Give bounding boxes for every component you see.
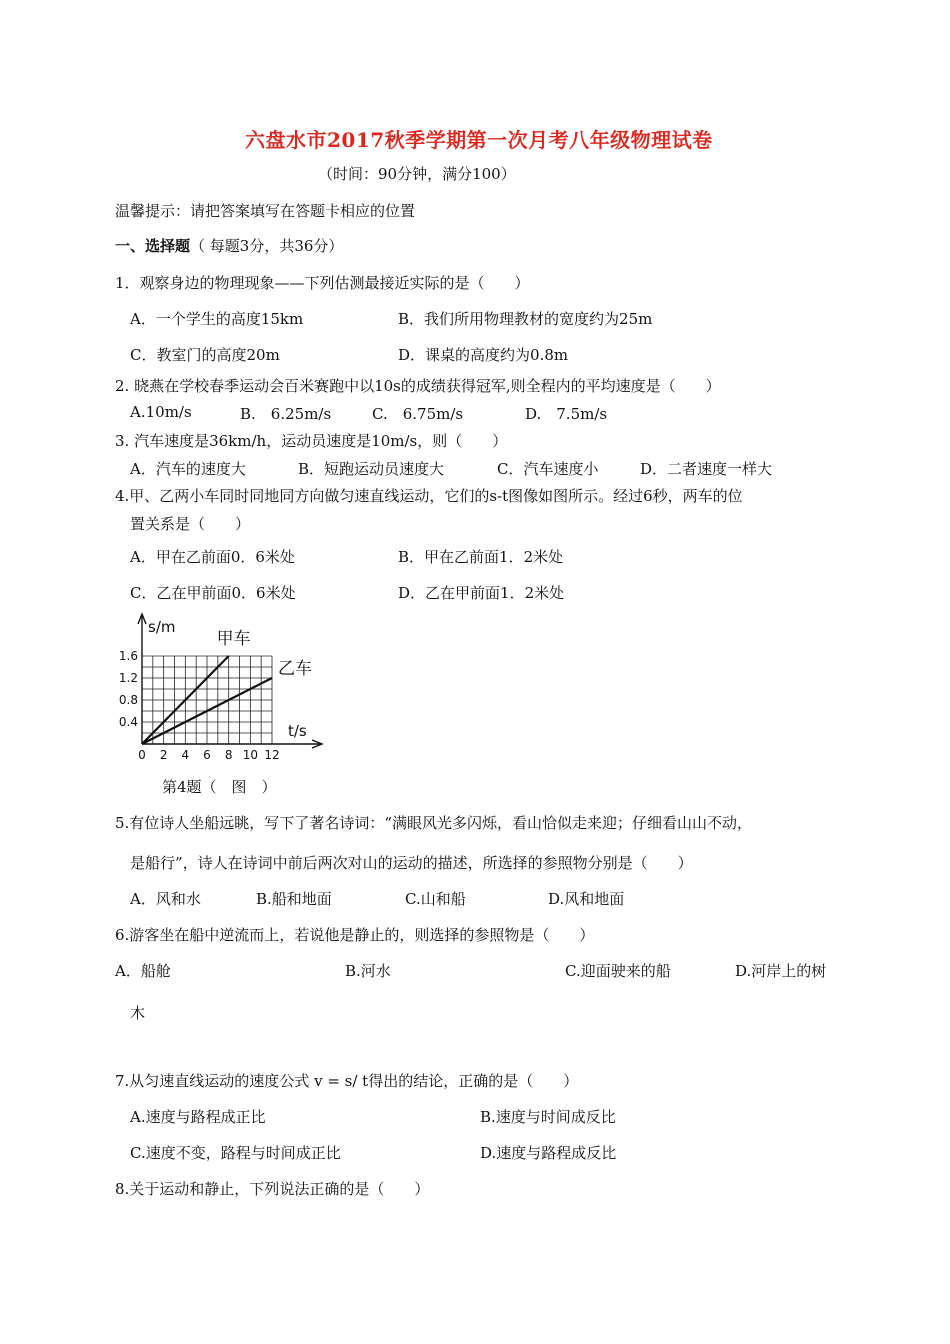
q6-option-b: B.河水 — [345, 962, 391, 980]
st-graph — [108, 610, 338, 768]
section-heading — [115, 235, 343, 256]
q6-option-a: A．船舱 — [115, 962, 171, 980]
q3-option-a: A．汽车的速度大 — [130, 460, 246, 478]
x-tick-label: 10 — [242, 748, 258, 762]
question-5-stem-cont: 是船行”，诗人在诗词中前后两次对山的运动的描述，所选择的参照物分别是（ ） — [130, 854, 693, 872]
question-5-stem: 5.有位诗人坐船远眺，写下了著名诗词：“满眼风光多闪烁，看山恰似走来迎；仔细看山山不动， — [115, 814, 752, 832]
x-tick-label: 8 — [224, 748, 233, 762]
q7-option-c: C.速度不变，路程与时间成正比 — [130, 1144, 341, 1162]
q7-option-a: A.速度与路程成正比 — [130, 1108, 266, 1126]
x-tick-label: 0 — [138, 748, 146, 762]
question-3-stem: 3. 汽车速度是36km/h，运动员速度是10m/s，则（ ） — [115, 432, 508, 450]
q4-option-d: D．乙在甲前面1．2米处 — [398, 584, 565, 602]
q2-option-a: A.10m/s — [130, 403, 192, 421]
page-title: 六盘水市2017秋季学期第一次月考八年级物理试卷 — [245, 128, 713, 152]
q6-option-d-wrap: 木 — [130, 1004, 146, 1022]
q6-option-c: C.迎面驶来的船 — [565, 962, 671, 980]
q5-option-b: B.船和地面 — [256, 890, 332, 908]
q1-option-b: B．我们所用物理教材的宽度约为25m — [398, 310, 653, 328]
tip-text: 温馨提示：请把答案填写在答题卡相应的位置 — [115, 202, 416, 220]
q2-option-b: B. 6.25m/s — [240, 405, 332, 423]
q5-option-d: D.风和地面 — [548, 890, 625, 908]
series-name-label: 甲车 — [216, 629, 251, 649]
x-tick-label: 6 — [203, 748, 211, 762]
q7-option-d: D.速度与路程成反比 — [480, 1144, 617, 1162]
question-4-stem: 4.甲、乙两小车同时同地同方向做匀速直线运动，它们的s-t图像如图所示。经过6秒，两车的位 — [115, 487, 743, 505]
x-tick-label: 12 — [264, 748, 280, 762]
question-7-stem: 7.从匀速直线运动的速度公式 v = s/ t得出的结论，正确的是（ ） — [115, 1072, 579, 1090]
figure-caption: 第4题（ 图 ） — [162, 778, 277, 796]
question-2-stem: 2. 晓燕在学校春季运动会百米赛跑中以10s的成绩获得冠军,则全程内的平均速度是（ ） — [115, 377, 721, 395]
question-8-stem: 8.关于运动和静止，下列说法正确的是（ ） — [115, 1180, 430, 1198]
q3-option-b: B．短跑运动员速度大 — [298, 460, 445, 478]
y-tick-label: 1.6 — [118, 649, 138, 663]
q4-option-c: C．乙在甲前面0．6米处 — [130, 584, 296, 602]
section-title: 一、选择题 — [115, 237, 191, 255]
series-name-label: 乙车 — [278, 659, 312, 679]
y-tick-label: 0.8 — [118, 693, 138, 707]
q4-option-a: A．甲在乙前面0．6米处 — [130, 548, 295, 566]
q7-option-b: B.速度与时间成反比 — [480, 1108, 616, 1126]
q4-option-b: B．甲在乙前面1．2米处 — [398, 548, 564, 566]
question-6-stem: 6.游客坐在船中逆流而上，若说他是静止的，则选择的参照物是（ ） — [115, 926, 595, 944]
question-1-stem: 1．观察身边的物理现象——下列估测最接近实际的是（ ） — [115, 274, 530, 292]
q2-option-c: C. 6.75m/s — [372, 405, 464, 423]
exam-info: （时间：90分钟，满分100） — [318, 165, 516, 183]
q6-option-d: D.河岸上的树 — [735, 962, 827, 980]
q3-option-c: C．汽车速度小 — [497, 460, 599, 478]
x-tick-label: 4 — [181, 748, 190, 762]
y-axis-label: s/m — [148, 618, 176, 636]
y-tick-label: 1.2 — [118, 671, 138, 685]
q5-option-c: C.山和船 — [405, 890, 466, 908]
y-tick-label: 0.4 — [118, 715, 138, 729]
q1-option-c: C．教室门的高度20m — [130, 346, 280, 364]
st-graph-figure — [108, 610, 338, 768]
q1-option-d: D．课桌的高度约为0.8m — [398, 346, 569, 364]
q1-option-a: A．一个学生的高度15km — [130, 310, 304, 328]
section-note: （ 每题3分，共36分） — [190, 237, 344, 255]
q3-option-d: D．二者速度一样大 — [640, 460, 773, 478]
x-tick-label: 2 — [159, 748, 168, 762]
q2-option-d: D. 7.5m/s — [525, 405, 608, 423]
q5-option-a: A．风和水 — [130, 890, 201, 908]
x-axis-label: t/s — [288, 722, 307, 740]
question-4-stem-cont: 置关系是（ ） — [130, 515, 251, 533]
